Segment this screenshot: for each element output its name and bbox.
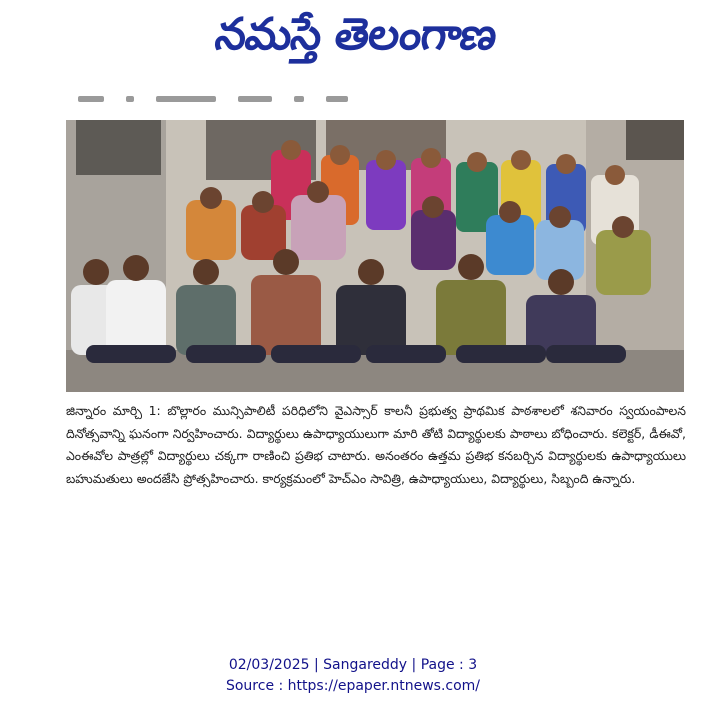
masthead-date-strip	[78, 93, 398, 105]
footer-date-edition-page: 02/03/2025 | Sangareddy | Page : 3	[228, 657, 478, 673]
article-body: జిన్నారం మార్చి 1: బొల్లారం మున్సిపాలిటీ పరిధిలోని వైఎస్సార్ కాలనీ ప్రభుత్వ ప్రాథమిక పాఠశాలలో శనివారం స్వయంపాలన దినోత్సవాన్ని ఘనంగా నిర్వహించారు. విద్యార్థులు ఉపాధ్యాయులుగా మారి తోటి విద్యార్థులకు పాఠాలు బోధించారు. కలెక్టర్, డీఈవో, ఎంఈవోల పాత్రల్లో విద్యార్థులు చక్కగా రాణించి ప్రతిభ చాటారు. అనంతరం ఉత్తమ ప్రతిభ కనబర్చిన విద్యార్థులకు ఉపాధ్యాయులు బహుమతులు అందజేసి ప్రోత్సహించారు. కార్యక్రమంలో హెచ్ఎం సావిత్రి, ఉపాధ్యాయులు, విద్యార్థులు, సిబ్బంది ఉన్నారు.	[66, 403, 686, 486]
footer-source: Source : https://epaper.ntnews.com/	[225, 678, 481, 694]
newspaper-masthead: నమస్తే తెలంగాణ	[212, 9, 500, 60]
group-photo	[66, 120, 684, 392]
